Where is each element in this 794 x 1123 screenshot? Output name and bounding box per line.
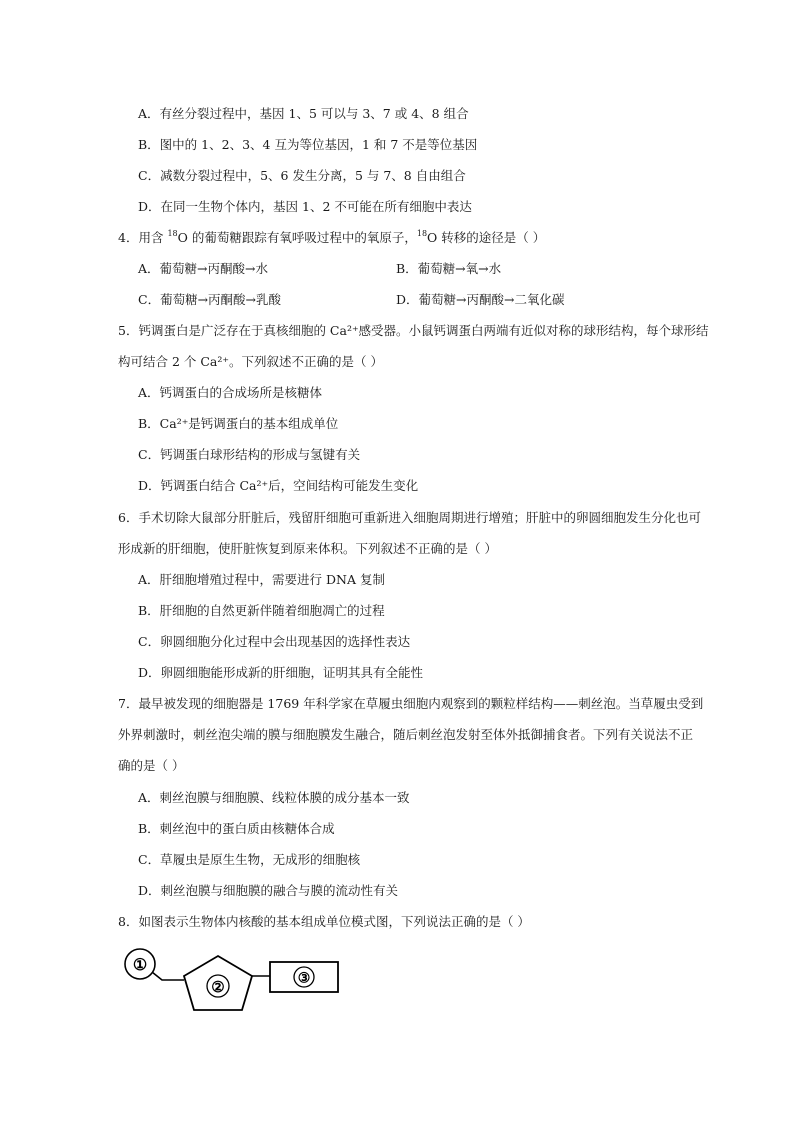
- q4-option-a: A．葡萄糖→丙酮酸→水: [138, 261, 268, 276]
- q5-option-b: B．Ca²⁺是钙调蛋白的基本组成单位: [138, 416, 339, 431]
- q3-option-b: B．图中的 1、2、3、4 互为等位基因，1 和 7 不是等位基因: [138, 137, 478, 152]
- connector-phosphate-sugar: [152, 972, 184, 980]
- label-1: ①: [132, 955, 148, 974]
- q6-stem-line1: 6．手术切除大鼠部分肝脏后，残留肝细胞可重新进入细胞周期进行增殖；肝脏中的卵圆细胞发生分化也可: [118, 510, 701, 525]
- q5-option-c: C．钙调蛋白球形结构的形成与氢键有关: [138, 447, 361, 462]
- q4-option-d: D．葡萄糖→丙酮酸→二氧化碳: [396, 292, 565, 307]
- q3-option-c: C．减数分裂过程中，5、6 发生分离，5 与 7、8 自由组合: [138, 168, 466, 183]
- q5-stem-line2: 构可结合 2 个 Ca²⁺。下列叙述不正确的是（ ）: [118, 354, 383, 369]
- q6-option-d: D．卵圆细胞能形成新的肝细胞，证明其具有全能性: [138, 665, 424, 680]
- q6-option-c: C．卵圆细胞分化过程中会出现基因的选择性表达: [138, 634, 411, 649]
- q3-option-a: A．有丝分裂过程中，基因 1、5 可以与 3、7 或 4、8 组合: [138, 106, 469, 121]
- q7-option-c: C．草履虫是原生生物，无成形的细胞核: [138, 852, 361, 867]
- q7-stem-line1: 7．最早被发现的细胞器是 1769 年科学家在草履虫细胞内观察到的颗粒样结构——刺丝泡。当草履虫受到: [118, 696, 704, 711]
- q6-option-b: B．肝细胞的自然更新伴随着细胞凋亡的过程: [138, 603, 385, 618]
- nucleotide-diagram: [118, 940, 348, 1020]
- q7-stem-line3: 确的是（ ）: [118, 758, 185, 773]
- q7-option-b: B．刺丝泡中的蛋白质由核糖体合成: [138, 821, 335, 836]
- q4-option-c: C．葡萄糖→丙酮酸→乳酸: [138, 292, 282, 307]
- q5-option-d: D．钙调蛋白结合 Ca²⁺后，空间结构可能发生变化: [138, 478, 419, 493]
- q4-option-b: B．葡萄糖→氧→水: [396, 261, 502, 276]
- label-3: ③: [297, 970, 311, 987]
- label-2: ②: [211, 978, 225, 996]
- q3-option-d: D．在同一生物个体内，基因 1、2 不可能在所有细胞中表达: [138, 199, 472, 214]
- q6-stem-line2: 形成新的肝细胞，使肝脏恢复到原来体积。下列叙述不正确的是（ ）: [118, 541, 497, 556]
- q7-option-a: A．刺丝泡膜与细胞膜、线粒体膜的成分基本一致: [138, 790, 410, 805]
- q5-option-a: A．钙调蛋白的合成场所是核糖体: [138, 385, 323, 400]
- q5-stem-line1: 5．钙调蛋白是广泛存在于真核细胞的 Ca²⁺感受器。小鼠钙调蛋白两端有近似对称的球形结构，每个球形结: [118, 323, 709, 338]
- q7-stem-line2: 外界刺激时，刺丝泡尖端的膜与细胞膜发生融合，随后刺丝泡发射至体外抵御捕食者。下列有关说法不正: [118, 727, 694, 742]
- q4-stem: 4．用含 $^{18}$O 的葡萄糖跟踪有氧呼吸过程中的氧原子，$^{18}$O 转移的途径是（ ）: [118, 229, 546, 245]
- q7-option-d: D．刺丝泡膜与细胞膜的融合与膜的流动性有关: [138, 883, 399, 898]
- q6-option-a: A．肝细胞增殖过程中，需要进行 DNA 复制: [138, 572, 385, 587]
- q8-stem: 8．如图表示生物体内核酸的基本组成单位模式图，下列说法正确的是（ ）: [118, 914, 530, 929]
